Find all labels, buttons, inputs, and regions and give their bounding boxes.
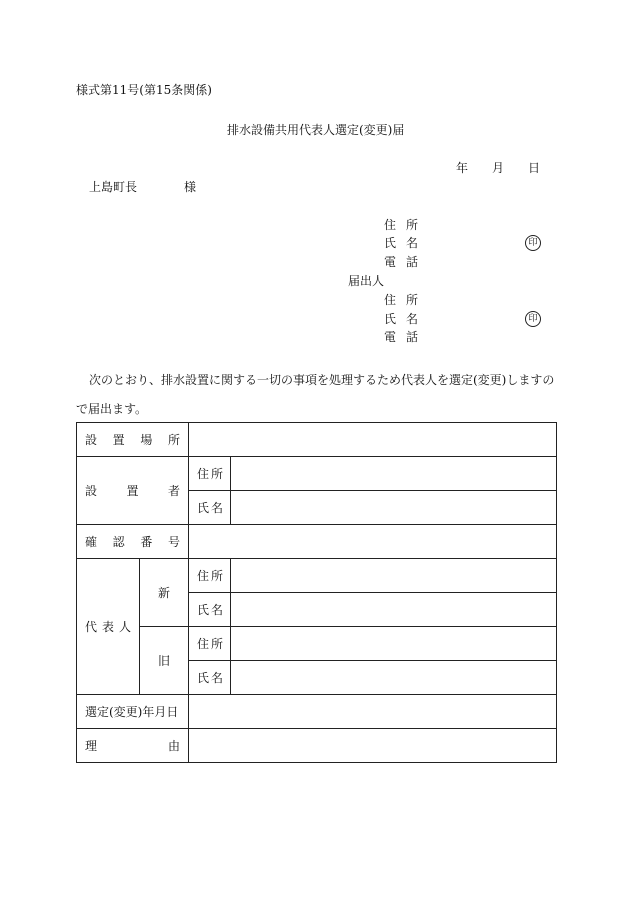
label-glyph: 理: [85, 739, 98, 753]
label-glyph: 由: [167, 739, 180, 753]
label-glyph: 設: [85, 484, 98, 498]
label-glyph: 電: [384, 330, 397, 344]
date-year-label: 年: [456, 161, 469, 175]
label-glyph: 名: [405, 236, 418, 250]
confirmation-number-label: [85, 533, 180, 550]
selection-date-field[interactable]: [189, 695, 557, 729]
lower-seal-icon: 印: [525, 311, 541, 327]
label-glyph: 話: [405, 255, 418, 269]
label-glyph: 名: [210, 501, 223, 515]
label-glyph: 確: [85, 535, 98, 549]
table-row: [77, 627, 557, 661]
reason-label-cell: [77, 729, 189, 763]
old-label: 旧: [140, 627, 189, 695]
new-address-field[interactable]: [231, 559, 557, 593]
label-glyph: 住: [197, 637, 210, 651]
applicant-label: 届出人: [348, 274, 385, 288]
label-glyph: 電: [384, 255, 397, 269]
label-glyph: 表: [101, 620, 114, 634]
label-glyph: 住: [384, 293, 397, 307]
label-glyph: 認: [112, 535, 125, 549]
lower-name-label: [384, 313, 418, 325]
reason-label: [85, 737, 180, 754]
label-glyph: 所: [405, 293, 418, 307]
label-glyph: 代: [85, 620, 98, 634]
location-field[interactable]: [189, 423, 557, 457]
label-glyph: 場: [140, 433, 153, 447]
installer-name-field[interactable]: [231, 491, 557, 525]
label-glyph: 名: [210, 671, 223, 685]
table-row: [77, 695, 557, 729]
label-glyph: 住: [384, 218, 397, 232]
table-row: [77, 525, 557, 559]
old-address-label-cell: [189, 627, 231, 661]
table-row: [77, 423, 557, 457]
label-glyph: 氏: [197, 501, 210, 515]
document-title: 排水設備共用代表人選定(変更)届: [227, 123, 405, 137]
location-label-cell: [77, 423, 189, 457]
table-row: [77, 559, 557, 593]
lower-address-label: [384, 294, 418, 306]
label-glyph: 名: [210, 603, 223, 617]
label-glyph: 置: [126, 484, 139, 498]
representative-label: [85, 618, 131, 635]
confirmation-number-field[interactable]: [189, 525, 557, 559]
installer-name-label-cell: [189, 491, 231, 525]
label-glyph: 所: [210, 467, 223, 481]
new-address-label-cell: [189, 559, 231, 593]
application-table: [76, 422, 557, 763]
installer-address-label-cell: [189, 457, 231, 491]
form-number: 様式第11号(第15条関係): [76, 83, 212, 97]
old-name-field[interactable]: [231, 661, 557, 695]
label-glyph: 住: [197, 467, 210, 481]
representative-label-cell: [77, 559, 140, 695]
label-glyph: 住: [197, 569, 210, 583]
old-name-label-cell: [189, 661, 231, 695]
label-glyph: 人: [118, 620, 131, 634]
table-row: [77, 457, 557, 491]
label-glyph: 話: [405, 330, 418, 344]
upper-name-label: [384, 237, 418, 249]
label-glyph: 番: [140, 535, 153, 549]
label-glyph: 所: [210, 637, 223, 651]
label-glyph: 者: [167, 484, 180, 498]
label-glyph: 設: [85, 433, 98, 447]
label-glyph: 氏: [197, 671, 210, 685]
upper-phone-label: [384, 256, 418, 268]
upper-seal-icon: 印: [525, 235, 541, 251]
selection-date-label: 選定(変更)年月日: [77, 695, 189, 729]
label-glyph: 置: [112, 433, 125, 447]
date-month-label: 月: [492, 161, 505, 175]
label-glyph: 所: [167, 433, 180, 447]
new-name-label-cell: [189, 593, 231, 627]
reason-field[interactable]: [189, 729, 557, 763]
label-glyph: 名: [405, 312, 418, 326]
lower-phone-label: [384, 331, 418, 343]
confirmation-number-label-cell: [77, 525, 189, 559]
addressee-honorific: 様: [184, 180, 197, 194]
label-glyph: 氏: [384, 236, 397, 250]
old-address-field[interactable]: [231, 627, 557, 661]
body-text-line1: 次のとおり、排水設置に関する一切の事項を処理するため代表人を選定(変更)しますの: [89, 373, 555, 387]
label-glyph: 氏: [384, 312, 397, 326]
installer-label: [85, 482, 180, 499]
label-glyph: 所: [210, 569, 223, 583]
table-row: [77, 729, 557, 763]
label-glyph: 号: [167, 535, 180, 549]
new-name-field[interactable]: [231, 593, 557, 627]
new-label: 新: [140, 559, 189, 627]
addressee-name: 上島町長: [89, 180, 138, 194]
date-day-label: 日: [528, 161, 541, 175]
installer-label-cell: [77, 457, 189, 525]
upper-address-label: [384, 219, 418, 231]
installer-address-field[interactable]: [231, 457, 557, 491]
body-text-line2: で届出ます。: [76, 402, 148, 416]
label-glyph: 氏: [197, 603, 210, 617]
label-glyph: 所: [405, 218, 418, 232]
location-label: [85, 431, 180, 448]
